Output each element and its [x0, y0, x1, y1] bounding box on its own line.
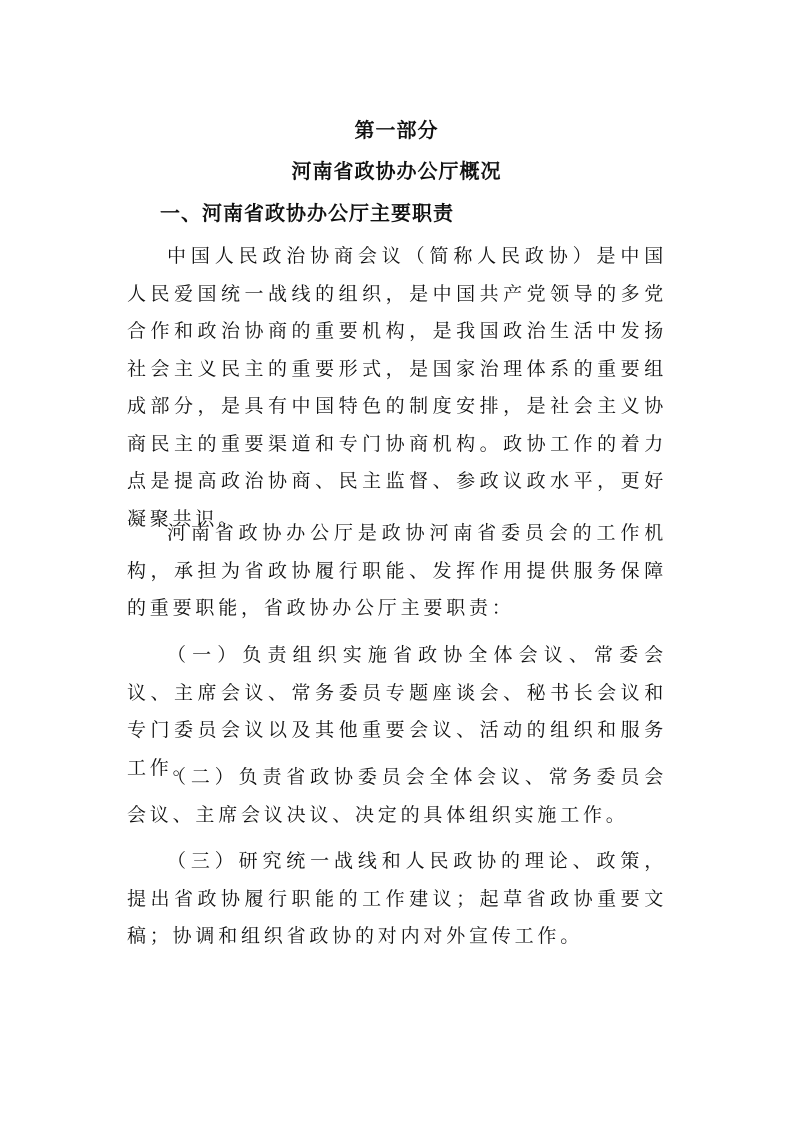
paragraph-duty-2: （二）负责省政协委员会全体会议、常务委员会会议、主席会议决议、决定的具体组织实施工作。: [127, 766, 667, 826]
paragraph-office-role: 河南省政协办公厅是政协河南省委员会的工作机构，承担为省政协履行职能、发挥作用提供服务保障的重要职能，省政协办公厅主要职责：: [127, 522, 667, 619]
document-title: 河南省政协办公厅概况: [291, 159, 502, 183]
paragraph-duty-1: （一）负责组织实施省政协全体会议、常委会议、主席会议、常务委员专题座谈会、秘书长会议和专门委员会议以及其他重要会议、活动的组织和服务工作。: [127, 644, 667, 779]
paragraph-intro: 中国人民政治协商会议（简称人民政协）是中国人民爱国统一战线的组织，是中国共产党领导的多党合作和政治协商的重要机构，是我国政治生活中发扬社会主义民主的重要形式，是国家治理体系的重要组成部分，是具有中国特色的制度安排，是社会主义协商民主的重要渠道和专门协商机构。政协工作的着力点是提高政治协商、民主监督、参政议政水平，更好凝聚共识。: [127, 245, 667, 530]
section-heading: 一、河南省政协办公厅主要职责: [160, 201, 454, 225]
part-title: 第一部分: [354, 118, 439, 142]
paragraph-duty-3: （三）研究统一战线和人民政协的理论、政策，提出省政协履行职能的工作建议；起草省政协重要文稿；协调和组织省政协的对内对外宣传工作。: [127, 850, 667, 947]
